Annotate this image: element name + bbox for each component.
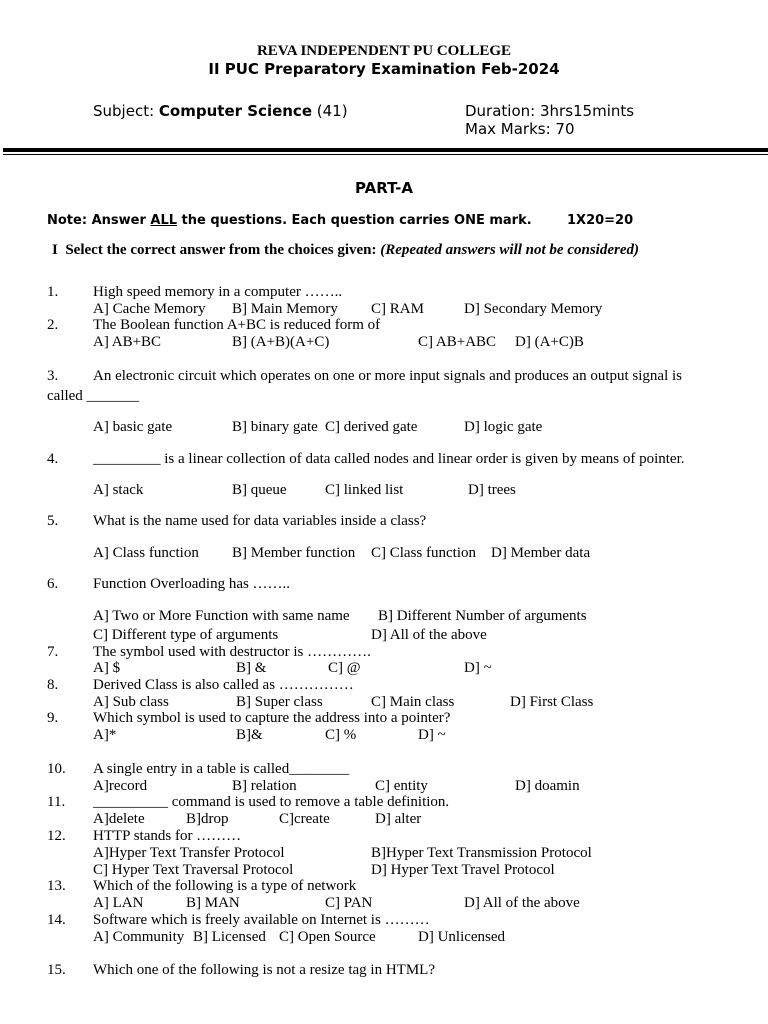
option-a: A] Two or More Function with same name <box>93 608 350 624</box>
note-marks: 1X20=20 <box>567 213 634 228</box>
question-text: The symbol used with destructor is …………. <box>93 644 371 660</box>
option-d: D] Unlicensed <box>418 929 506 945</box>
question-text-continued: called _______ <box>47 388 140 404</box>
option-d: D] logic gate <box>464 419 543 435</box>
option-b: B] Licensed <box>193 929 266 945</box>
option-a: A] Class function <box>93 545 199 561</box>
question-text: The Boolean function A+BC is reduced form of <box>93 317 381 333</box>
question-text: Software which is freely available on Internet is ……… <box>93 912 430 928</box>
question-text: What is the name used for data variables inside a class? <box>93 513 427 529</box>
question-text: A single entry in a table is called________ <box>93 761 350 777</box>
option-c: C] Hyper Text Traversal Protocol <box>93 862 294 878</box>
option-d: D] ~ <box>464 660 492 676</box>
subject-code: (41) <box>316 102 348 120</box>
question-number: 12. <box>47 828 66 844</box>
question-number: 13. <box>47 878 66 894</box>
option-b: B] binary gate <box>232 419 318 435</box>
subject-label: Subject: <box>93 102 155 120</box>
question-text: __________ command is used to remove a table definition. <box>93 794 450 810</box>
duration: Duration: 3hrs15mints <box>465 102 635 120</box>
question-number: 9. <box>47 710 59 726</box>
question-text: Function Overloading has …….. <box>93 576 291 592</box>
option-b: B]Hyper Text Transmission Protocol <box>371 845 592 861</box>
option-d: D] First Class <box>510 694 594 710</box>
exam-title: II PUC Preparatory Examination Feb-2024 <box>208 60 560 78</box>
option-b: B] Member function <box>232 545 356 561</box>
option-b: B] Different Number of arguments <box>378 608 587 624</box>
option-d: D] All of the above <box>371 627 487 643</box>
option-a: A]record <box>93 778 148 794</box>
option-b: B] Super class <box>236 694 323 710</box>
note-prefix: Note: Answer <box>47 213 151 228</box>
option-b: B] & <box>236 660 267 676</box>
section-text: Select the correct answer from the choices given: <box>65 242 381 258</box>
option-d: D] doamin <box>515 778 580 794</box>
option-a: A] basic gate <box>93 419 173 435</box>
question-number: 5. <box>47 513 59 529</box>
subject-line <box>93 102 348 120</box>
question-number: 4. <box>47 451 59 467</box>
note-suffix: the questions. Each question carries ONE mark. <box>177 213 532 228</box>
option-c: C] AB+ABC <box>418 334 497 350</box>
option-d: D] trees <box>468 482 516 498</box>
question-number: 7. <box>47 644 59 660</box>
option-b: B] Main Memory <box>232 301 338 317</box>
section-number: I <box>52 242 58 258</box>
question-number: 10. <box>47 761 66 777</box>
question-text: Which of the following is a type of network <box>93 878 357 894</box>
option-c: C] derived gate <box>325 419 418 435</box>
note-line <box>47 213 532 228</box>
option-a: A] LAN <box>93 895 144 911</box>
option-d: D] All of the above <box>464 895 580 911</box>
option-c: C] % <box>325 727 357 743</box>
question-number: 15. <box>47 962 66 978</box>
section-instruction <box>52 242 639 259</box>
question-number: 2. <box>47 317 59 333</box>
option-a: A]* <box>93 727 117 743</box>
option-d: D] (A+C)B <box>515 334 584 350</box>
question-number: 3. <box>47 368 59 384</box>
option-c: C] Open Source <box>279 929 376 945</box>
option-a: A] stack <box>93 482 144 498</box>
option-d: D] alter <box>375 811 422 827</box>
subject-name: Computer Science <box>158 102 312 120</box>
question-text: _________ is a linear collection of data called nodes and linear order is given by means of pointer. <box>93 451 685 467</box>
option-a: A] Sub class <box>93 694 169 710</box>
part-title: PART-A <box>355 179 413 197</box>
option-c: C] Main class <box>371 694 455 710</box>
header-divider-thin <box>3 154 768 155</box>
option-b: B] queue <box>232 482 287 498</box>
option-a: A]Hyper Text Transfer Protocol <box>93 845 285 861</box>
question-number: 1. <box>47 284 59 300</box>
header-divider-thick <box>3 148 768 152</box>
question-text: Which symbol is used to capture the address into a pointer? <box>93 710 451 726</box>
question-text: An electronic circuit which operates on one or more input signals and produces an output signal is <box>93 368 683 384</box>
question-text: HTTP stands for ……… <box>93 828 242 844</box>
option-c: C] @ <box>328 660 361 676</box>
option-c: C]create <box>279 811 330 827</box>
option-d: D] Member data <box>491 545 591 561</box>
option-c: C] Different type of arguments <box>93 627 279 643</box>
college-name: REVA INDEPENDENT PU COLLEGE <box>256 43 512 59</box>
option-a: A] $ <box>93 660 121 676</box>
question-text: Which one of the following is not a resize tag in HTML? <box>93 962 435 978</box>
option-c: C] linked list <box>325 482 404 498</box>
max-marks: Max Marks: 70 <box>465 120 575 138</box>
question-text: Derived Class is also called as …………… <box>93 677 354 693</box>
question-number: 6. <box>47 576 59 592</box>
question-number: 11. <box>47 794 66 810</box>
option-c: C] RAM <box>371 301 424 317</box>
option-a: A] AB+BC <box>93 334 162 350</box>
question-text: High speed memory in a computer …….. <box>93 284 343 300</box>
option-a: A]delete <box>93 811 145 827</box>
option-b: B] MAN <box>186 895 240 911</box>
option-b: B] relation <box>232 778 297 794</box>
option-d: D] ~ <box>418 727 446 743</box>
option-a: A] Community <box>93 929 185 945</box>
option-a: A] Cache Memory <box>93 301 206 317</box>
option-b: B]drop <box>186 811 229 827</box>
section-italic-note: (Repeated answers will not be considered) <box>380 242 639 258</box>
option-d: D] Secondary Memory <box>464 301 603 317</box>
question-number: 14. <box>47 912 66 928</box>
option-c: C] entity <box>375 778 428 794</box>
option-b: B]& <box>236 727 263 743</box>
option-b: B] (A+B)(A+C) <box>232 334 330 350</box>
note-all: ALL <box>150 213 178 228</box>
option-c: C] PAN <box>325 895 373 911</box>
option-d: D] Hyper Text Travel Protocol <box>371 862 555 878</box>
option-c: C] Class function <box>371 545 476 561</box>
question-number: 8. <box>47 677 59 693</box>
